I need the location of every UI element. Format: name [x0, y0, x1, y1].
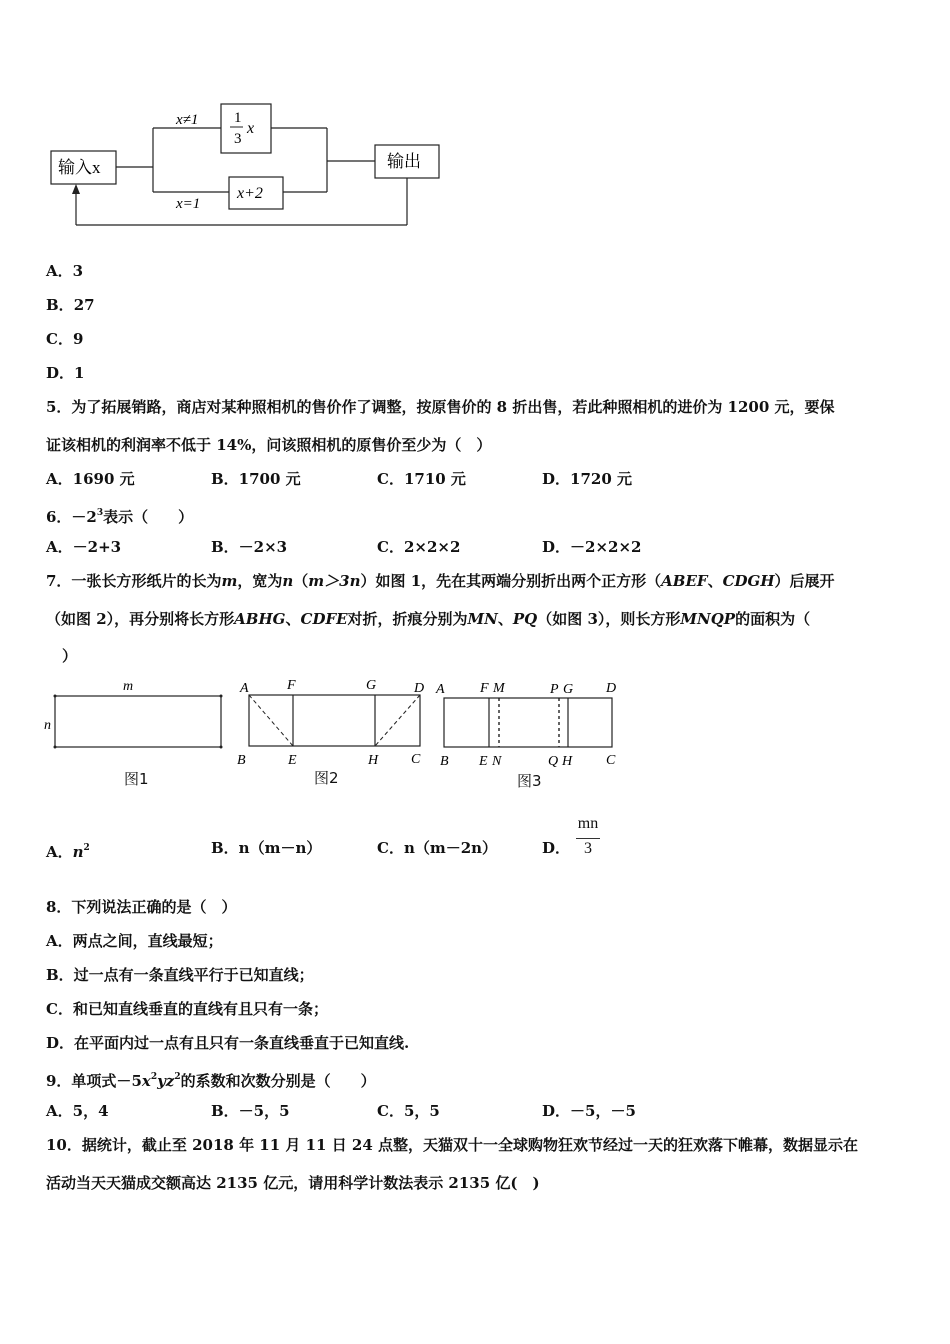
- svg-text:C: C: [606, 753, 616, 768]
- q6-stem: 6．$-2^3$表示（ ）: [46, 508, 194, 526]
- q7-option-b: B．n（m－n）: [211, 839, 322, 857]
- q5-option-c: C．1710 元: [377, 470, 466, 488]
- q8-option-b: B．过一点有一条直线平行于已知直线；: [46, 966, 314, 984]
- q10-stem-line1: 10．据统计，截止至 2018 年 11 月 11 日 24 点整，天猫双十一全球购物狂欢节经过一天的狂欢落下帷幕，数据显示在: [46, 1136, 859, 1154]
- q5-option-a: A．1690 元: [46, 470, 135, 488]
- q9-option-d: D．－5，－5: [542, 1102, 636, 1120]
- box-top-num: 1: [234, 110, 242, 126]
- svg-text:E: E: [288, 753, 297, 768]
- box-bottom-label: x+2: [237, 185, 263, 202]
- svg-text:B: B: [440, 754, 449, 769]
- q4-option-a: A．3: [46, 262, 84, 280]
- svg-text:H: H: [368, 753, 379, 768]
- svg-text:G: G: [563, 682, 574, 697]
- q9-option-b: B．－5，5: [211, 1102, 290, 1120]
- svg-text:F: F: [480, 681, 489, 696]
- arrow-head-icon: [72, 184, 80, 194]
- svg-text:N: N: [492, 754, 502, 769]
- svg-text:E: E: [479, 754, 488, 769]
- q6-option-a: A．－2+3: [46, 538, 122, 556]
- svg-text:m: m: [123, 679, 134, 694]
- q10-stem-line2: 活动当天天猫成交额高达 2135 亿元，请用科学计数法表示 2135 亿( ): [46, 1174, 540, 1192]
- q5-stem-line1: 5．为了拓展销路，商店对某种照相机的售价作了调整，按原售价的 8 折出售，若此种照相机的进价为 1200 元，要保: [46, 398, 835, 416]
- svg-text:A: A: [436, 682, 445, 697]
- q6-option-c: C．2×2×2: [377, 538, 461, 556]
- svg-text:B: B: [237, 753, 246, 768]
- output-label: 输出: [387, 152, 421, 171]
- flowchart: [40, 95, 460, 235]
- q8-option-c: C．和已知直线垂直的直线有且只有一条；: [46, 1000, 328, 1018]
- q9-option-a: A．5，4: [46, 1102, 109, 1120]
- svg-text:F: F: [287, 678, 296, 693]
- svg-text:D: D: [606, 681, 617, 696]
- box-top: [221, 104, 271, 153]
- svg-text:D: D: [414, 681, 425, 696]
- q7-option-c: C．n（m－2n）: [377, 839, 498, 857]
- q7-stem-line3: ）: [62, 647, 78, 665]
- q7-figure-2: [232, 672, 432, 770]
- q4-option-b: B．27: [46, 296, 95, 314]
- input-label: 输入x: [58, 158, 101, 177]
- q5-option-b: B．1700 元: [211, 470, 301, 488]
- q4-option-c: C．9: [46, 330, 84, 348]
- svg-text:Q: Q: [548, 754, 559, 769]
- svg-text:A: A: [240, 681, 249, 696]
- q6-option-d: D．－2×2×2: [542, 538, 642, 556]
- q7-stem-line1: 7．一张长方形纸片的长为m，宽为n（m＞3n）如图 1，先在其两端分别折出两个正方形（ABEF、CDGH）后展开: [46, 572, 835, 590]
- q8-option-d: D．在平面内过一点有且只有一条直线垂直于已知直线.: [46, 1034, 410, 1052]
- q5-option-d: D．1720 元: [542, 470, 632, 488]
- q7-option-a: A．$n^2$: [46, 843, 90, 861]
- q7-option-d-letter: D．: [542, 839, 571, 857]
- q7-option-d-numerator: mn: [577, 815, 599, 832]
- q7-figure-1: [40, 675, 230, 755]
- cond-bottom: x=1: [176, 196, 201, 212]
- q9-stem: 9．单项式$-5x^2yz^2$的系数和次数分别是（ ）: [46, 1072, 376, 1090]
- q4-option-d: D．1: [46, 364, 85, 382]
- q7-option-d-denominator: 3: [584, 840, 592, 857]
- q5-stem-line2: 证该相机的利润率不低于 14%，问该照相机的原售价至少为（ ）: [46, 436, 492, 454]
- q7-figure-3-caption: 图3: [517, 772, 542, 790]
- q8-option-a: A．两点之间，直线最短；: [46, 932, 223, 950]
- svg-text:G: G: [366, 678, 377, 693]
- svg-text:H: H: [562, 754, 573, 769]
- q7-figure-2-caption: 图2: [314, 769, 339, 787]
- svg-text:P: P: [550, 682, 559, 697]
- svg-text:C: C: [411, 752, 421, 767]
- q9-option-c: C．5，5: [377, 1102, 440, 1120]
- cond-top: x≠1: [176, 112, 199, 128]
- q7-figure-1-caption: 图1: [124, 770, 149, 788]
- q7-figure-3: [430, 674, 630, 772]
- svg-text:M: M: [493, 681, 505, 696]
- svg-text:n: n: [44, 718, 51, 733]
- q8-stem: 8．下列说法正确的是（ ）: [46, 898, 237, 916]
- q6-option-b: B．－2×3: [211, 538, 288, 556]
- box-top-den: 3: [234, 131, 242, 147]
- box-top-var: x: [247, 120, 255, 137]
- q7-option-d-fraction-bar: [576, 838, 600, 839]
- q7-stem-line2: （如图 2），再分别将长方形ABHG、CDFE对折，折痕分别为MN、PQ（如图 3），则长方形MNQP的面积为（: [46, 610, 811, 628]
